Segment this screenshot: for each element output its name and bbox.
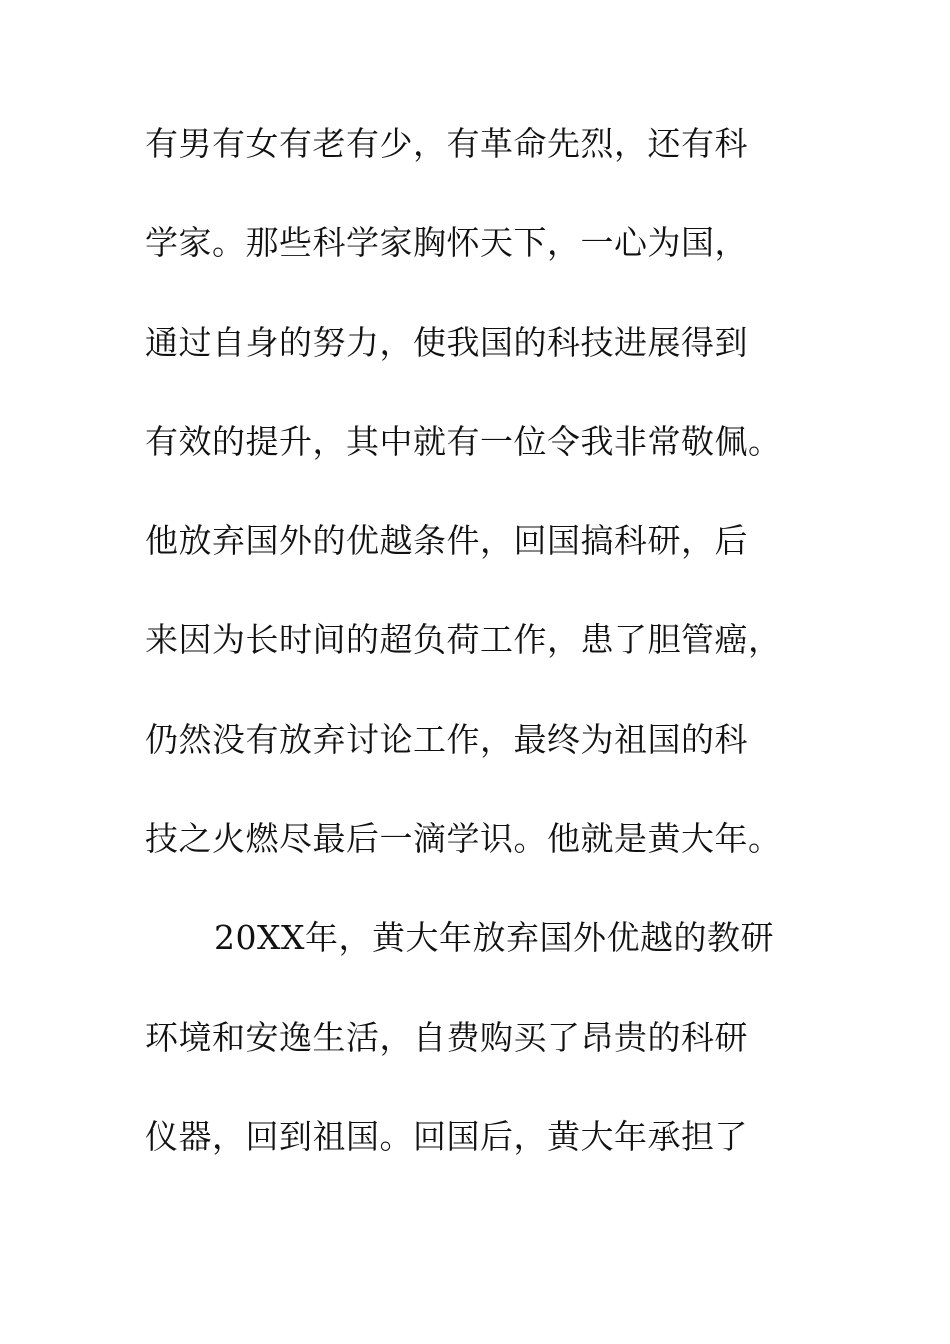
text-line: 仪器，回到祖国。回国后，黄大年承担了 (145, 1116, 748, 1156)
text-line: 学家。那些科学家胸怀天下，一心为国， (145, 223, 748, 263)
text-line: 他放弃国外的优越条件，回国搞科研，后 (145, 521, 748, 561)
text-line: 有男有女有老有少，有革命先烈，还有科 (145, 124, 748, 163)
paragraph-start-line: 20XX年，黄大年放弃国外优越的教研 (214, 918, 774, 958)
text-line: 仍然没有放弃讨论工作，最终为祖国的科 (145, 719, 748, 759)
text-line: 有效的提升，其中就有一位令我非常敬佩。 (145, 421, 782, 461)
text-line: 环境和安逸生活，自费购买了昂贵的科研 (145, 1017, 748, 1057)
text-line: 来因为长时间的超负荷工作，患了胆管癌， (145, 620, 782, 660)
document-body (145, 124, 825, 1219)
text-line: 通过自身的努力，使我国的科技进展得到 (145, 322, 748, 362)
text-line: 技之火燃尽最后一滴学识。他就是黄大年。 (145, 819, 782, 859)
